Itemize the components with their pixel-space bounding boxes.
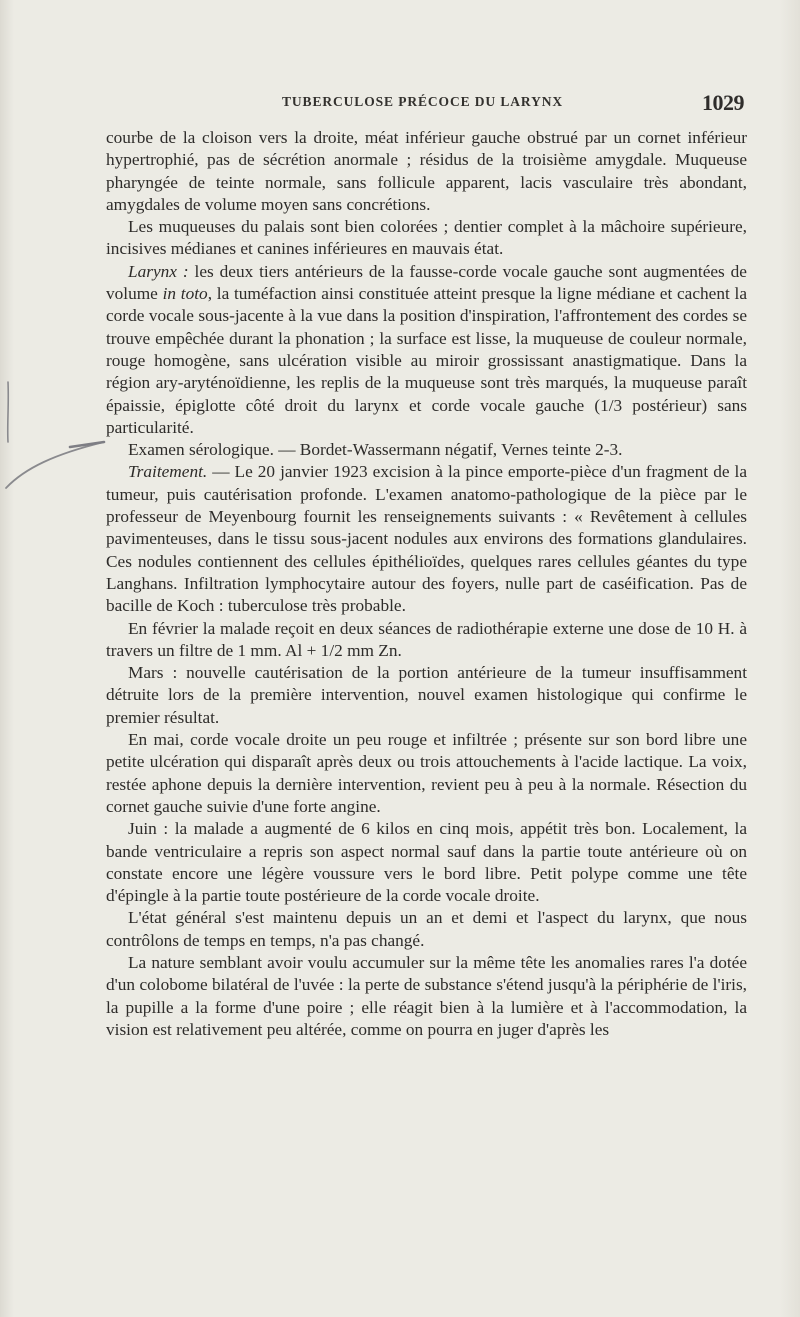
pencil-margin-mark — [0, 380, 110, 500]
paragraph-text: En mai, corde vocale droite un peu rouge et infiltrée ; présente sur son bord libre une petite ulcération qui disparaît après deux ou trois attouchements à l'acide lactique. La voix, restée aphone depuis la dernière intervention, revient peu à peu à la normale. Résection du cornet gauche suivie d'une forte angine. — [106, 730, 747, 816]
paragraph-text: courbe de la cloison vers la droite, méat inférieur gauche obstrué par un cornet inférieur hypertrophié, pas de sécrétion anormale ; résidus de la troisième amygdale. Muqueuse pharyngée de teinte normale, sans follicule apparent, lacis vasculaire très abondant, amygdales de volume moyen sans concrétions. — [106, 128, 747, 214]
paragraph-text: Mars : nouvelle cautérisation de la portion antérieure de la tumeur insuffisamment détruite lors de la première intervention, nouvel examen histologique qui confirme le premier résultat. — [106, 663, 747, 727]
paragraph — [106, 729, 747, 818]
paragraph-treatment — [106, 461, 747, 617]
paragraph-larynx — [106, 261, 747, 439]
paragraph-text: La nature semblant avoir voulu accumuler sur la même tête les anomalies rares l'a dotée d'un colobome bilatéral de l'uvée : la perte de substance s'étend jusqu'à la périphérie de l'iris, la pupille a la forme d'une poire ; elle réagit bien à la lumière et à l'accommodation, la vision est relativement peu altérée, comme on pourra en juger d'après les — [106, 952, 747, 1039]
section-lead: Traitement. — [128, 462, 208, 482]
paragraph-text: — Le 20 janvier 1923 excision à la pince emporte-pièce d'un fragment de la tumeur, puis cautérisation profonde. L'examen anatomo-pathologique de la pièce par le professeur de Meyenbourg fournit les renseignements suivants : « Revêtement à cellules pavimenteuses, dans le tissu sous-jacent nodules aux environs des formations glandulaires. Ces nodules contiennent des cellules épithélioïdes, quelques rares cellules géantes du type Langhans. Infiltration lymphocytaire autour des foyers, nulle part de caséification. Pas de bacille de Koch : tuberculose très probable. — [106, 462, 747, 616]
paragraph — [106, 127, 747, 216]
paragraph-text: L'état général s'est maintenu depuis un an et demi et l'aspect du larynx, que nous contrôlons de temps en temps, n'a pas changé. — [106, 908, 747, 950]
paragraph — [106, 818, 747, 907]
running-title: TUBERCULOSE PRÉCOCE DU LARYNX — [282, 94, 564, 109]
paragraph-text: les deux tiers antérieurs de la fausse-corde vocale gauche sont augmentées de volume — [106, 261, 747, 304]
paragraph-text: Examen sérologique. — Bordet-Wassermann négatif, Vernes teinte 2-3. — [128, 440, 623, 460]
paragraph — [106, 907, 747, 952]
section-lead: Larynx : — [128, 261, 189, 281]
paragraph — [106, 662, 747, 729]
paragraph — [106, 952, 747, 1041]
paragraph-text: Les muqueuses du palais sont bien colorées ; dentier complet à la mâchoire supérieure, incisives médianes et canines inférieures en mauvais état. — [106, 217, 747, 259]
latin-phrase: in toto — [162, 284, 208, 304]
paragraph-text: En février la malade reçoit en deux séances de radiothérapie externe une dose de 10 H. à travers un filtre de 1 mm. Al + 1/2 mm Zn. — [106, 618, 747, 660]
page-number: 1029 — [702, 90, 744, 115]
paragraph — [106, 618, 747, 663]
paragraph-text: , la tuméfaction ainsi constituée atteint presque la ligne médiane et cachent la corde vocale sous-jacente à la vue dans la position d'inspiration, l'affrontement des cordes se trouve empêchée durant la phonation ; la surface est lisse, la muqueuse de couleur normale, rouge homogène, sans ulcération visible au miroir grossissant anastigmatique. Dans la région ary-aryténoïdienne, les replis de la muqueuse sont très marqués, la muqueuse paraît épaissie, épiglotte côté droit du larynx et corde vocale gauche (1/3 postérieur) sans particularité. — [106, 284, 747, 437]
paragraph-text: Juin : la malade a augmenté de 6 kilos en cinq mois, appétit très bon. Localement, la bande ventriculaire a repris son aspect normal sauf dans la partie toute antérieure où on constate encore une légère voussure vers le bord libre. Petit polype comme une tête d'épingle à la partie toute postérieure de la corde vocale droite. — [106, 819, 747, 906]
body-text — [106, 127, 747, 1041]
paragraph — [106, 439, 747, 461]
running-header — [0, 92, 800, 116]
paragraph — [106, 216, 747, 261]
